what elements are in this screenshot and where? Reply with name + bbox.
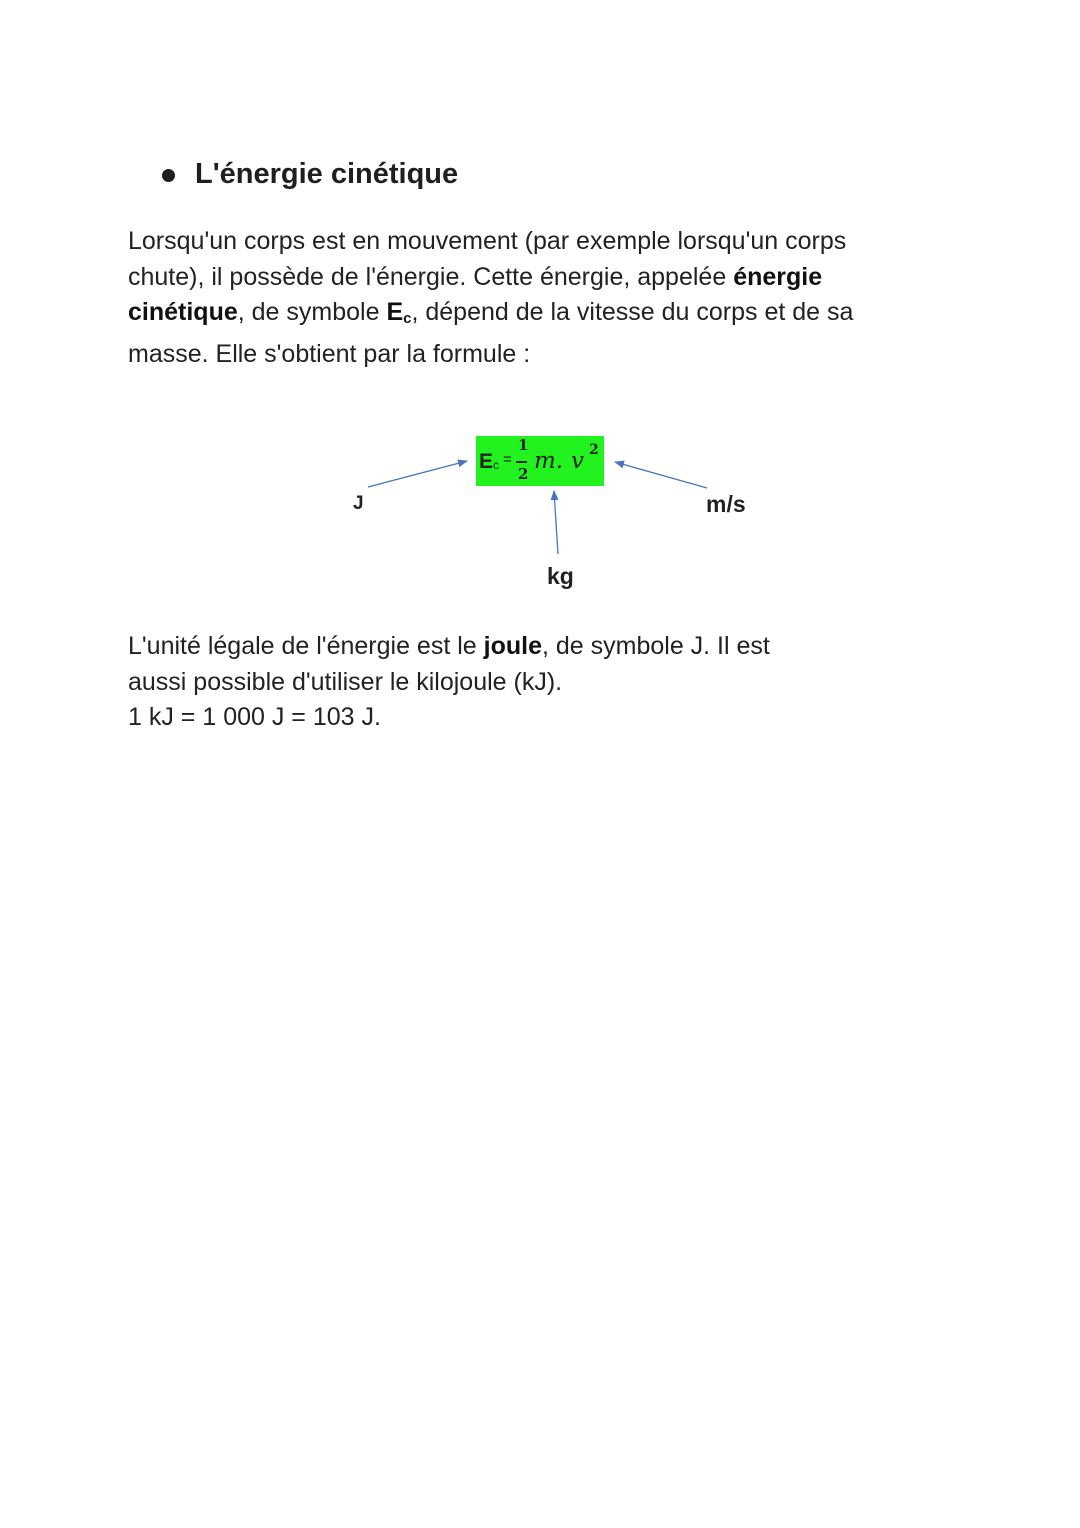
kinetic-energy-formula	[476, 436, 604, 486]
arrow-speed	[615, 462, 707, 488]
unit-speed: m/s	[706, 491, 746, 517]
intro-line-3-text-a: , de symbole	[237, 298, 387, 326]
unit-line-2: aussi possible d'utiliser le kilojoule (kJ).	[128, 667, 563, 696]
symbol-ec-subscript: c	[403, 310, 412, 327]
unit-paragraph	[128, 629, 928, 736]
formula-subscript-c: c	[493, 458, 499, 472]
unit-line-3: 1 kJ = 1 000 J = 103 J.	[128, 703, 381, 731]
formula-denominator: 2	[518, 465, 529, 483]
arrow-mass	[554, 491, 558, 554]
unit-line-1	[128, 629, 928, 665]
formula-mass: m.	[534, 448, 564, 474]
term-energie: énergie	[733, 262, 823, 291]
arrow-joule	[368, 461, 467, 487]
formula-exponent: 2	[589, 442, 599, 458]
unit-line-1-text-a: L'unité légale de l'énergie est le	[128, 632, 484, 660]
intro-line-2-text: chute), il possède de l'énergie. Cette énergie, appelée	[128, 262, 734, 291]
unit-joule: J	[353, 493, 364, 514]
unit-line-1-text-b: , de symbole J. Il est	[541, 632, 770, 660]
formula-equals: =	[503, 451, 512, 468]
formula-numerator: 1	[518, 436, 529, 454]
fraction-bar	[516, 461, 527, 463]
symbol-ec-letter: E	[386, 298, 404, 326]
formula-e: E	[479, 450, 494, 473]
intro-line-4: masse. Elle s'obtient par la formule :	[128, 339, 531, 368]
term-cinetique: cinétique	[128, 298, 238, 326]
term-joule: joule	[483, 632, 542, 660]
formula-velocity: v	[571, 448, 584, 474]
intro-line-1: Lorsqu'un corps est en mouvement (par exemple lorsqu'un corps	[128, 227, 847, 255]
unit-mass: kg	[547, 563, 574, 589]
intro-line-3-text-b: , dépend de la vitesse du corps et de sa	[411, 298, 854, 326]
heading-text: L'énergie cinétique	[195, 158, 459, 190]
